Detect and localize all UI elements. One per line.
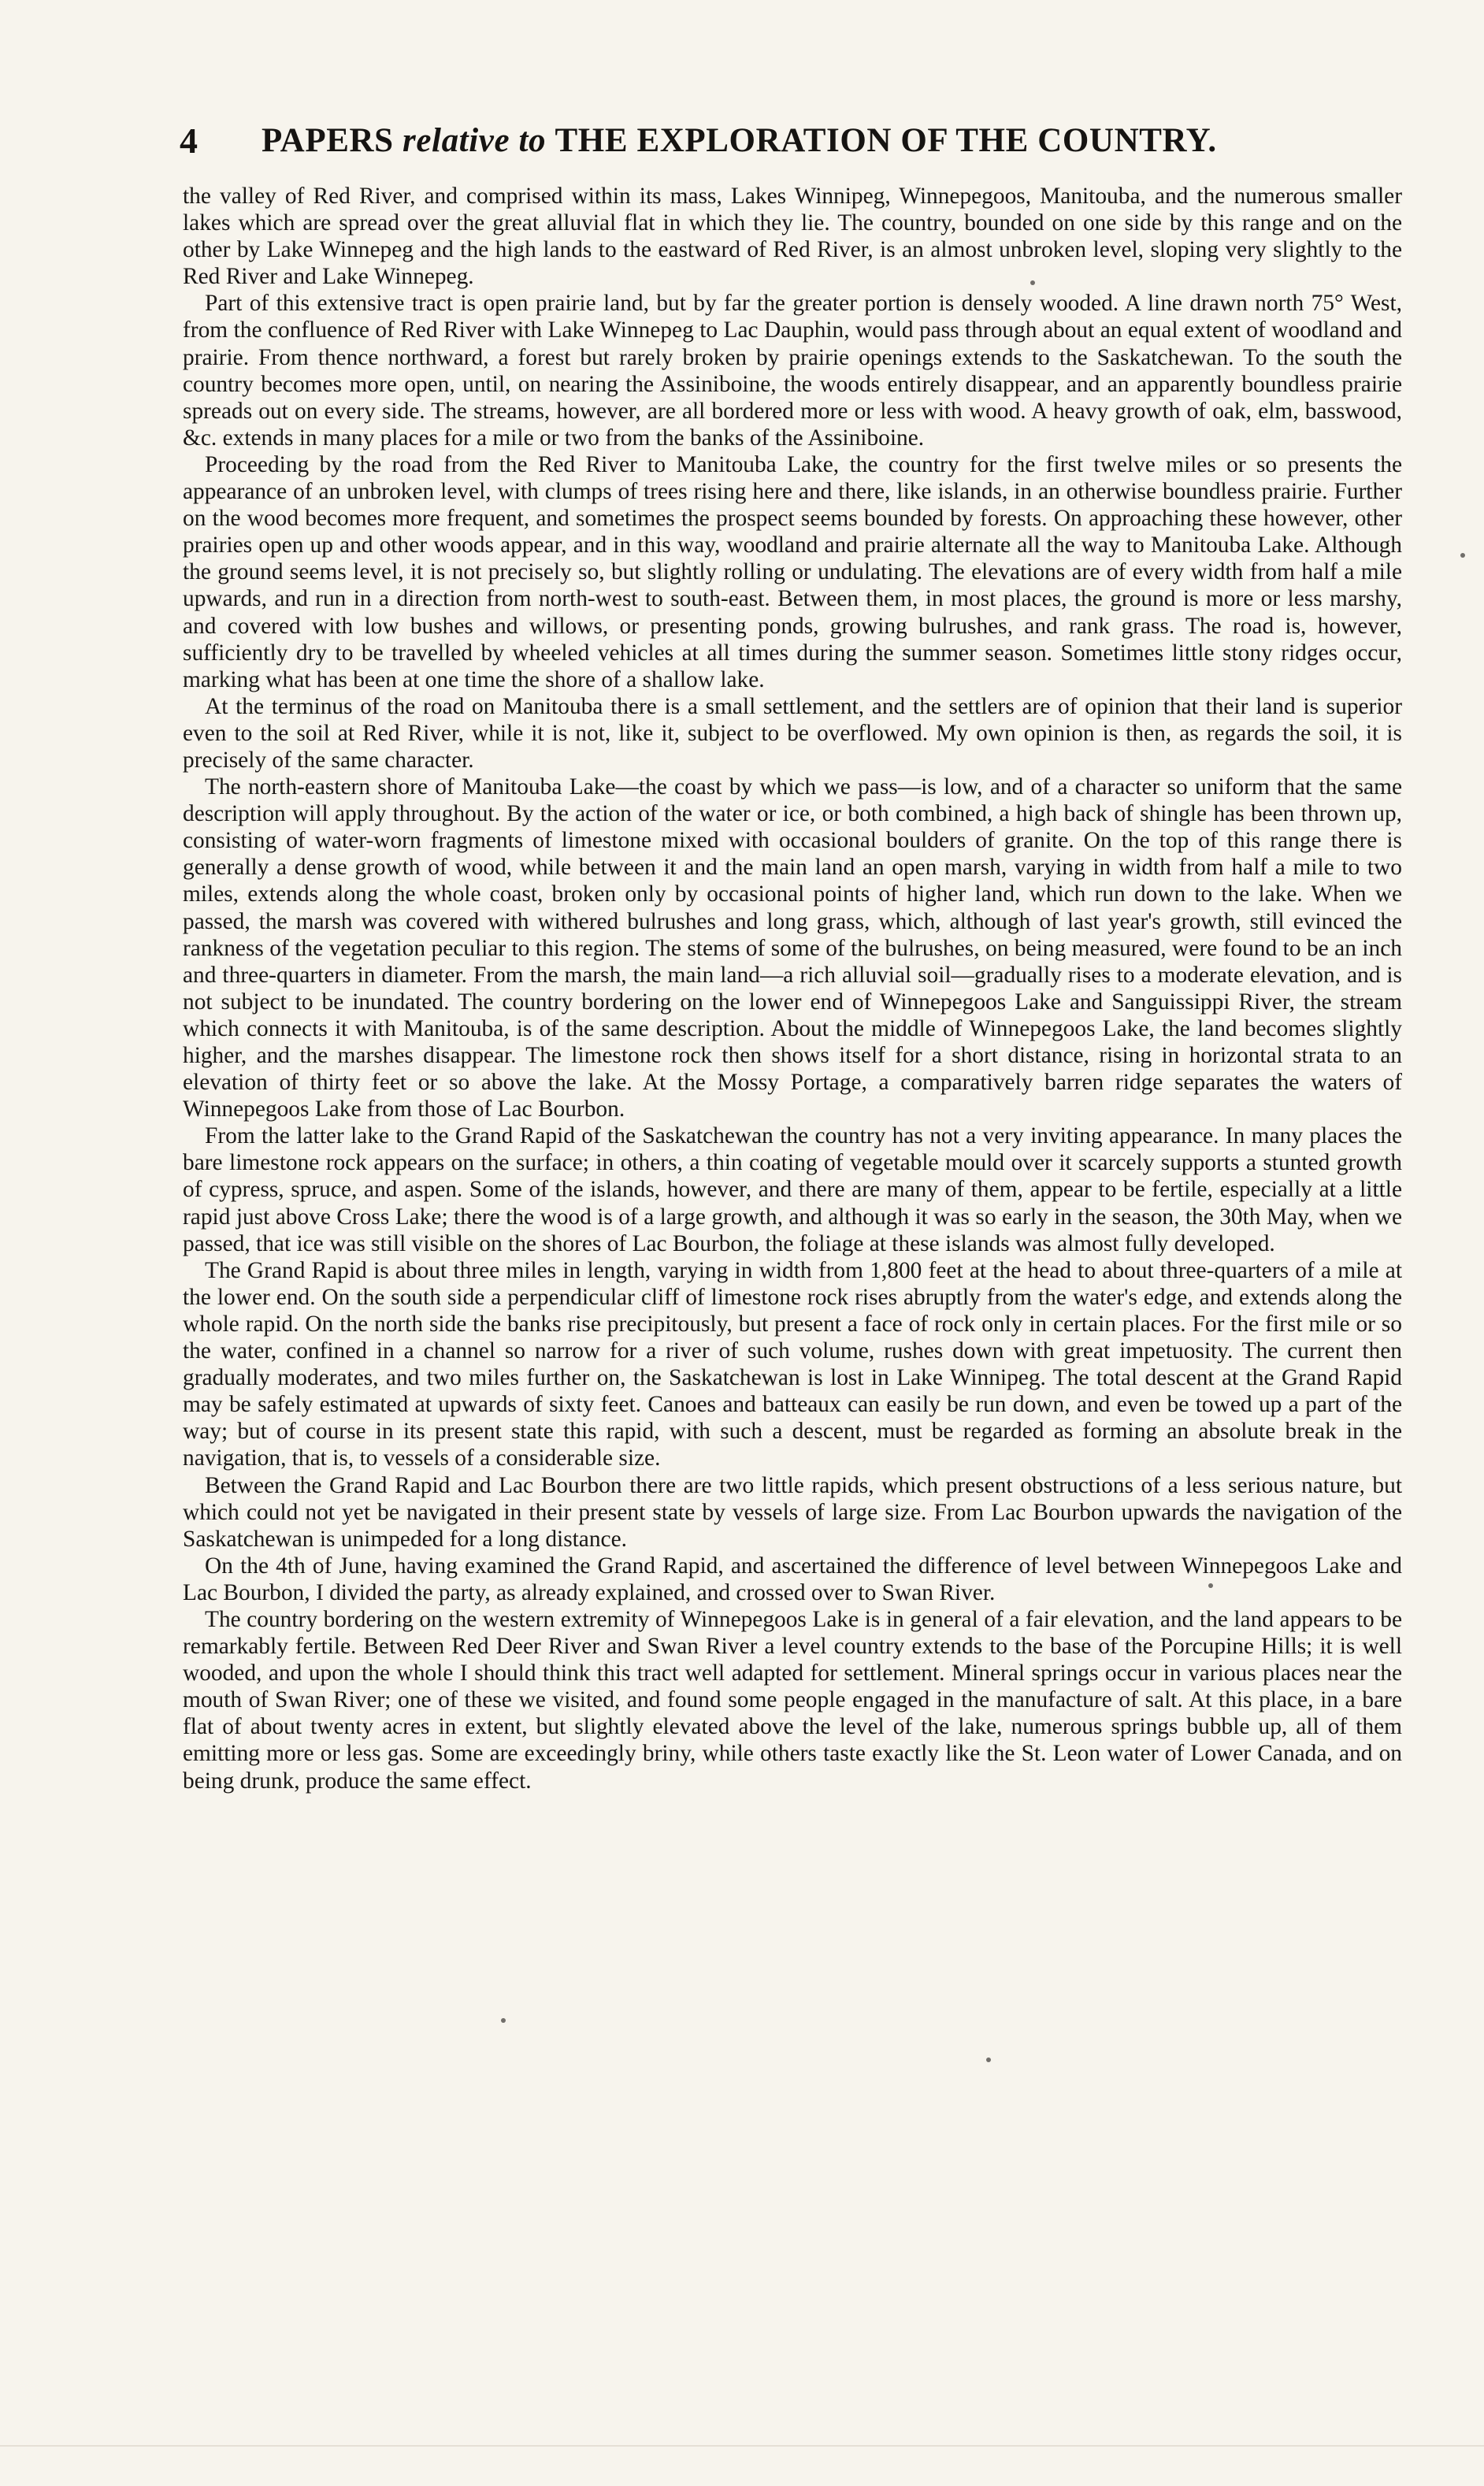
running-title-italic: relative to [403, 122, 547, 159]
running-header [180, 118, 1408, 173]
running-title-part2: THE EXPLORATION OF THE COUNTRY. [555, 122, 1217, 159]
print-speck [501, 2018, 506, 2023]
print-speck [1208, 1583, 1213, 1588]
paragraph: The north-eastern shore of Manitouba Lake—the coast by which we pass—is low, and of a character so uniform that the same description will apply throughout. By the action of the water or ice, or both combined, a high back of shingle has been thrown up, consisting of water-worn fragments of limestone mixed with occasional boulders of granite. On the top of this range there is generally a dense growth of wood, while between it and the main land an open marsh, varying in width from half a mile to two miles, extends along the whole coast, broken only by occasional points of higher land, which run down to the lake. When we passed, the marsh was covered with withered bulrushes and long grass, which, although of last year's growth, still evinced the rankness of the vegetation peculiar to this region. The stems of some of the bulrushes, on being measured, were found to be an inch and three-quarters in diameter. From the marsh, the main land—a rich alluvial soil—gradually rises to a moderate elevation, and is not subject to be inundated. The country bordering on the lower end of Winnepegoos Lake and Sanguissippi River, the stream which connects it with Manitouba, is of the same description. About the middle of Winnepegoos Lake, the land becomes slightly higher, and the marshes disappear. The limestone rock then shows itself for a short distance, rising in horizontal strata to an elevation of thirty feet or so above the lake. At the Mossy Portage, a comparatively barren ridge separates the waters of Winnepegoos Lake from those of Lac Bourbon. [183, 774, 1402, 1122]
paragraph: Between the Grand Rapid and Lac Bourbon there are two little rapids, which present obstructions of a less serious nature, but which could not yet be navigated in their present state by vessels of large size. From Lac Bourbon upwards the navigation of the Saskatchewan is unimpeded for a long distance. [183, 1472, 1402, 1552]
paragraph-continued: the valley of Red River, and comprised within its mass, Lakes Winnipeg, Winnepegoos, Manitouba, and the numerous smaller lakes which are spread over the great alluvial flat in which they lie. The country, bounded on one side by this range and on the other by Lake Winnepeg and the high lands to the eastward of Red River, is an almost unbroken level, sloping very slightly to the Red River and Lake Winnepeg. [183, 184, 1402, 290]
print-speck [986, 2057, 991, 2062]
print-speck [1030, 280, 1035, 285]
page-edge [0, 2445, 1484, 2447]
running-title-part1: PAPERS [262, 122, 394, 159]
paragraph: On the 4th of June, having examined the Grand Rapid, and ascertained the difference of level between Winnepegoos Lake and Lac Bourbon, I divided the party, as already explained, and crossed over to Swan River. [183, 1553, 1402, 1605]
paragraph: Proceeding by the road from the Red River to Manitouba Lake, the country for the first twelve miles or so presents the appearance of an unbroken level, with clumps of trees rising here and there, like islands, in an otherwise boundless prairie. Further on the wood becomes more frequent, and sometimes the prospect seems bounded by forests. On approaching these however, other prairies open up and other woods appear, and in this way, woodland and prairie alternate all the way to Manitouba Lake. Although the ground seems level, it is not precisely so, but slightly rolling or undulating. The elevations are of every width from half a mile upwards, and run in a direction from north-west to south-east. Between them, in most places, the ground is more or less marshy, and covered with low bushes and willows, or presenting ponds, growing bulrushes, and rank grass. The road is, however, sufficiently dry to be travelled by wheeled vehicles at all times during the summer season. Sometimes little stony ridges occur, marking what has been at one time the shore of a shallow lake. [183, 451, 1402, 692]
paragraph: Part of this extensive tract is open prairie land, but by far the greater portion is densely wooded. A line drawn north 75° West, from the confluence of Red River with Lake Winnepeg to Lac Dauphin, would pass through about an equal extent of woodland and prairie. From thence northward, a forest but rarely broken by prairie openings extends to the Saskatchewan. To the south the country becomes more open, until, on nearing the Assiniboine, the woods entirely disappear, and an apparently boundless prairie spreads out on every side. The streams, however, are all bordered more or less with wood. A heavy growth of oak, elm, basswood, &c. extends in many places for a mile or two from the banks of the Assiniboine. [183, 291, 1402, 451]
paragraph: At the terminus of the road on Manitouba there is a small settlement, and the settlers are of opinion that their land is superior even to the soil at Red River, while it is not, like it, subject to be overflowed. My own opinion is then, as regards the soil, it is precisely of the same character. [183, 693, 1402, 773]
print-speck [1460, 553, 1465, 558]
paragraph: The Grand Rapid is about three miles in length, varying in width from 1,800 feet at the head to about three-quarters of a mile at the lower end. On the south side a perpendicular cliff of limestone rock rises abruptly from the water's edge, and extends along the whole rapid. On the north side the banks rise precipitously, but present a face of rock only in certain places. For the first mile or so the water, confined in a channel so narrow for a river of such volume, rushes down with great impetuosity. The current then gradually moderates, and two miles further on, the Saskatchewan is lost in Lake Winnipeg. The total descent at the Grand Rapid may be safely estimated at upwards of sixty feet. Canoes and batteaux can easily be run down, and even be towed up a part of the way; but of course in its present state this rapid, with such a descent, must be regarded as forming an absolute break in the navigation, that is, to vessels of a considerable size. [183, 1257, 1402, 1471]
body-text [183, 183, 1402, 2369]
paragraph: From the latter lake to the Grand Rapid of the Saskatchewan the country has not a very inviting appearance. In many places the bare limestone rock appears on the surface; in others, a thin coating of vegetable mould over it scarcely supports a stunted growth of cypress, spruce, and aspen. Some of the islands, however, and there are many of them, appear to be fertile, especially at a little rapid just above Cross Lake; there the wood is of a large growth, and although it was so early in the season, the 30th May, when we passed, that ice was still visible on the shores of Lac Bourbon, the foliage at these islands was almost fully developed. [183, 1123, 1402, 1256]
page-number: 4 [180, 121, 198, 161]
running-title [262, 118, 1217, 164]
paragraph: The country bordering on the western extremity of Winnepegoos Lake is in general of a fair elevation, and the land appears to be remarkably fertile. Between Red Deer River and Swan River a level country extends to the base of the Porcupine Hills; it is well wooded, and upon the whole I should think this tract well adapted for settlement. Mineral springs occur in various places near the mouth of Swan River; one of these we visited, and found some people engaged in the manufacture of salt. At this place, in a bare flat of about twenty acres in extent, but slightly elevated above the level of the lake, numerous springs bubble up, all of them emitting more or less gas. Some are exceedingly briny, while others taste exactly like the St. Leon water of Lower Canada, and on being drunk, produce the same effect. [183, 1606, 1402, 1794]
